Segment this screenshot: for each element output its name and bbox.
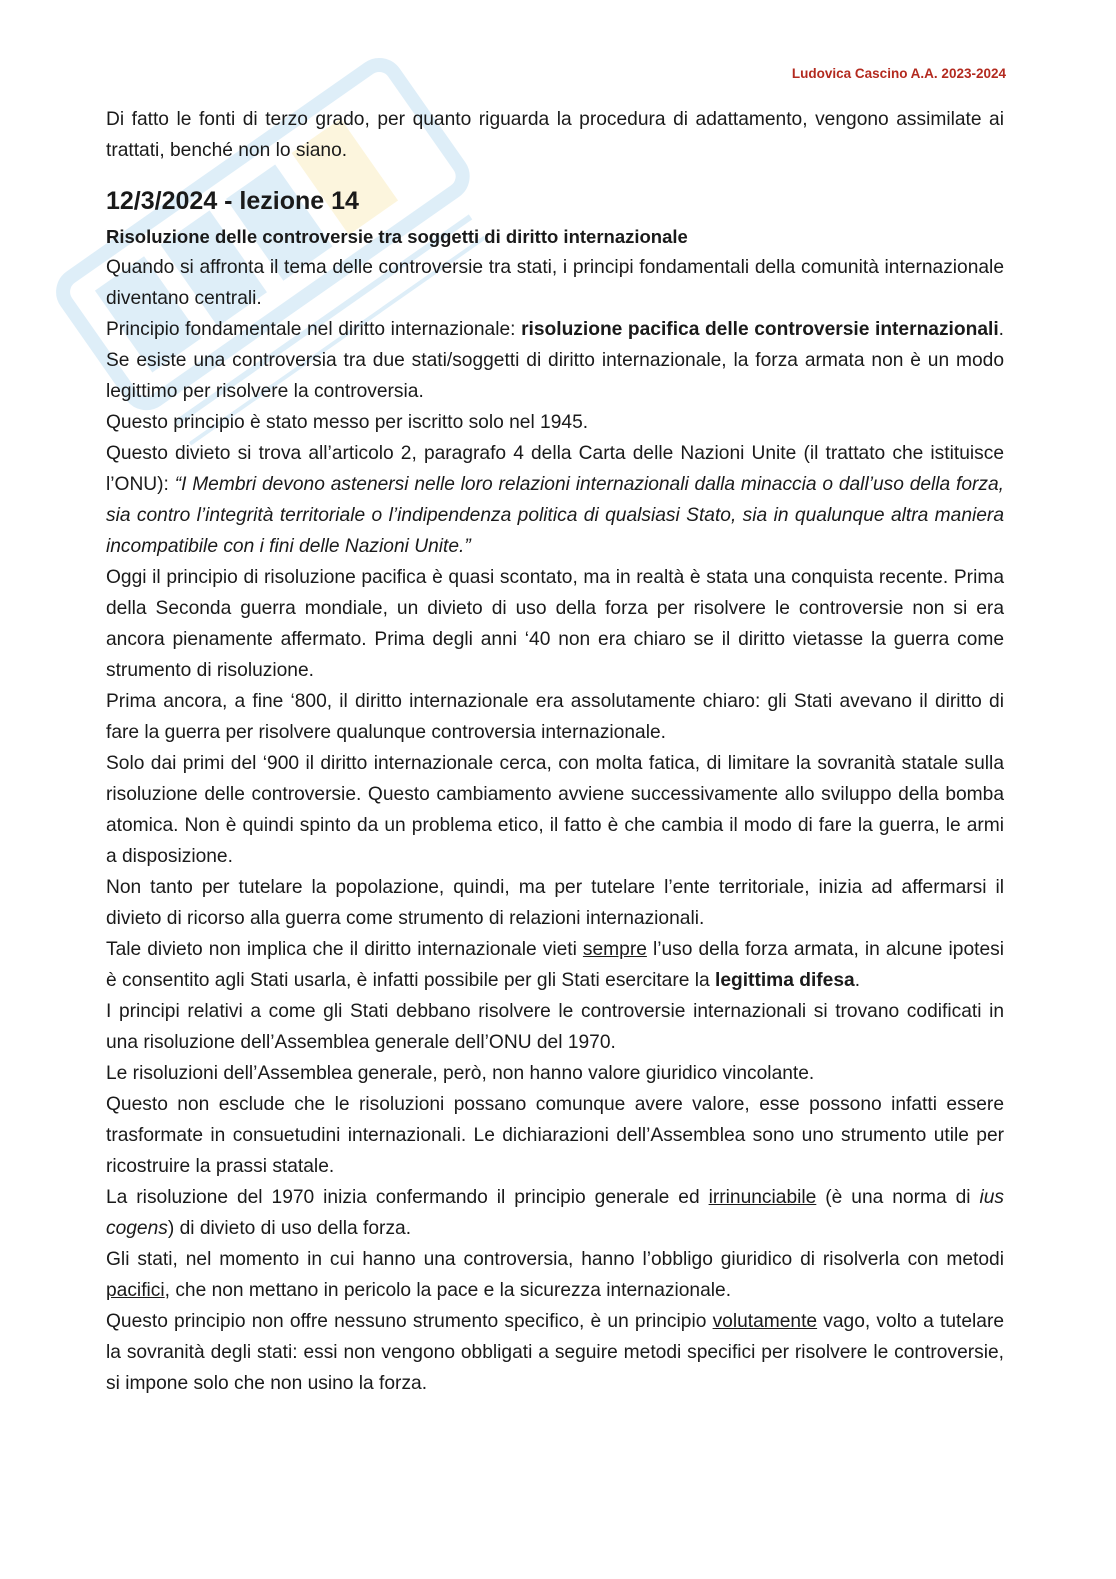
paragraph: Questo principio non offre nessuno strumento specifico, è un principio volutamente vago, volto a tutelare la sovranità degli stati: essi non vengono obbligati a seguire metodi specifici per risolvere le controversie, si impone solo che non usino la forza. xyxy=(106,1311,1004,1394)
underlined-term: irrinunciabile xyxy=(708,1187,817,1208)
paragraph: Prima ancora, a fine ‘800, il diritto internazionale era assolutamente chiaro: gli Stati avevano il diritto di fare la guerra per risolvere qualunque controversia internazionale. xyxy=(106,691,1004,743)
paragraph: Quando si affronta il tema delle controversie tra stati, i principi fondamentali della comunità internazionale diventano centrali. xyxy=(106,257,1004,309)
paragraph: Principio fondamentale nel diritto internazionale: risoluzione pacifica delle controversie internazionali. Se esiste una controversia tra due stati/soggetti di diritto internazionale, la forza armata non è un modo legittimo per risolvere la controversia. xyxy=(106,319,1005,402)
paragraph: Tale divieto non implica che il diritto internazionale vieti sempre l’uso della forza armata, in alcune ipotesi è consentito agli Stati usarla, è infatti possibile per gli Stati esercitare la legittima difesa. xyxy=(106,939,1004,991)
paragraph: Questo principio è stato messo per iscritto solo nel 1945. xyxy=(106,412,589,433)
section-subtitle: Risoluzione delle controversie tra soggetti di diritto internazionale xyxy=(106,226,688,247)
paragraph: Non tanto per tutelare la popolazione, quindi, ma per tutelare l’ente territoriale, inizia ad affermarsi il divieto di ricorso alla guerra come strumento di relazioni internazionali. xyxy=(106,877,1004,929)
paragraph: Le risoluzioni dell’Assemblea generale, però, non hanno valore giuridico vincolante. xyxy=(106,1063,815,1084)
intro-paragraph: Di fatto le fonti di terzo grado, per quanto riguarda la procedura di adattamento, vengono assimilate ai trattati, benché non lo siano. xyxy=(106,109,1004,161)
underlined-term: volutamente xyxy=(712,1311,818,1332)
paragraph: I principi relativi a come gli Stati debbano risolvere le controversie internazionali si trovano codificati in una risoluzione dell’Assemblea generale dell’ONU del 1970. xyxy=(106,1001,1004,1053)
underlined-term: sempre xyxy=(582,939,647,960)
paragraph: Oggi il principio di risoluzione pacifica è quasi scontato, ma in realtà è stata una conquista recente. Prima della Seconda guerra mondiale, un divieto di uso della forza per risolvere le controversie non si era ancora pienamente affermato. Prima degli anni ‘40 non era chiaro se il diritto vietasse la guerra come strumento di risoluzione. xyxy=(106,567,1004,681)
document-body xyxy=(106,104,1004,1399)
paragraph: La risoluzione del 1970 inizia confermando il principio generale ed irrinunciabile (è una norma di ius cogens) di divieto di uso della forza. xyxy=(106,1187,1004,1239)
lesson-title: 12/3/2024 - lezione 14 xyxy=(106,187,359,215)
underlined-term: pacifici xyxy=(106,1280,165,1301)
quote: “I Membri devono astenersi nelle loro relazioni internazionali dalla minaccia o dall’uso della forza, sia contro l’integrità territoriale o l’indipendenza politica di qualsiasi Stato, sia in qualunque altra maniera incompatibile con i fini delle Nazioni Unite.” xyxy=(106,474,1005,557)
paragraph: Gli stati, nel momento in cui hanno una controversia, hanno l’obbligo giuridico di risolverla con metodi pacifici, che non mettano in pericolo la pace e la sicurezza internazionale. xyxy=(106,1249,1004,1301)
paragraph: Questo divieto si trova all’articolo 2, paragrafo 4 della Carta delle Nazioni Unite (il trattato che istituisce l’ONU): “I Membri devono astenersi nelle loro relazioni internazionali dalla minaccia o dall’uso della forza, sia contro l’integrità territoriale o l’indipendenza politica di qualsiasi Stato, sia in qualunque altra maniera incompatibile con i fini delle Nazioni Unite.” xyxy=(106,443,1005,557)
bold-term: legittima difesa xyxy=(715,970,855,991)
italic-term: ius cogens xyxy=(106,1187,1004,1239)
bold-term: risoluzione pacifica delle controversie internazionali xyxy=(521,319,999,340)
paragraph: Solo dai primi del ‘900 il diritto internazionale cerca, con molta fatica, di limitare la sovranità statale sulla risoluzione delle controversie. Questo cambiamento avviene successivamente allo sviluppo della bomba atomica. Non è quindi spinto da un problema etico, il fatto è che cambia il modo di fare la guerra, le armi a disposizione. xyxy=(106,753,1004,867)
document-header: Ludovica Cascino A.A. 2023-2024 xyxy=(791,66,1006,81)
paragraph: Questo non esclude che le risoluzioni possano comunque avere valore, esse possono infatti essere trasformate in consuetudini internazionali. Le dichiarazioni dell’Assemblea sono uno strumento utile per ricostruire la prassi statale. xyxy=(106,1094,1004,1177)
